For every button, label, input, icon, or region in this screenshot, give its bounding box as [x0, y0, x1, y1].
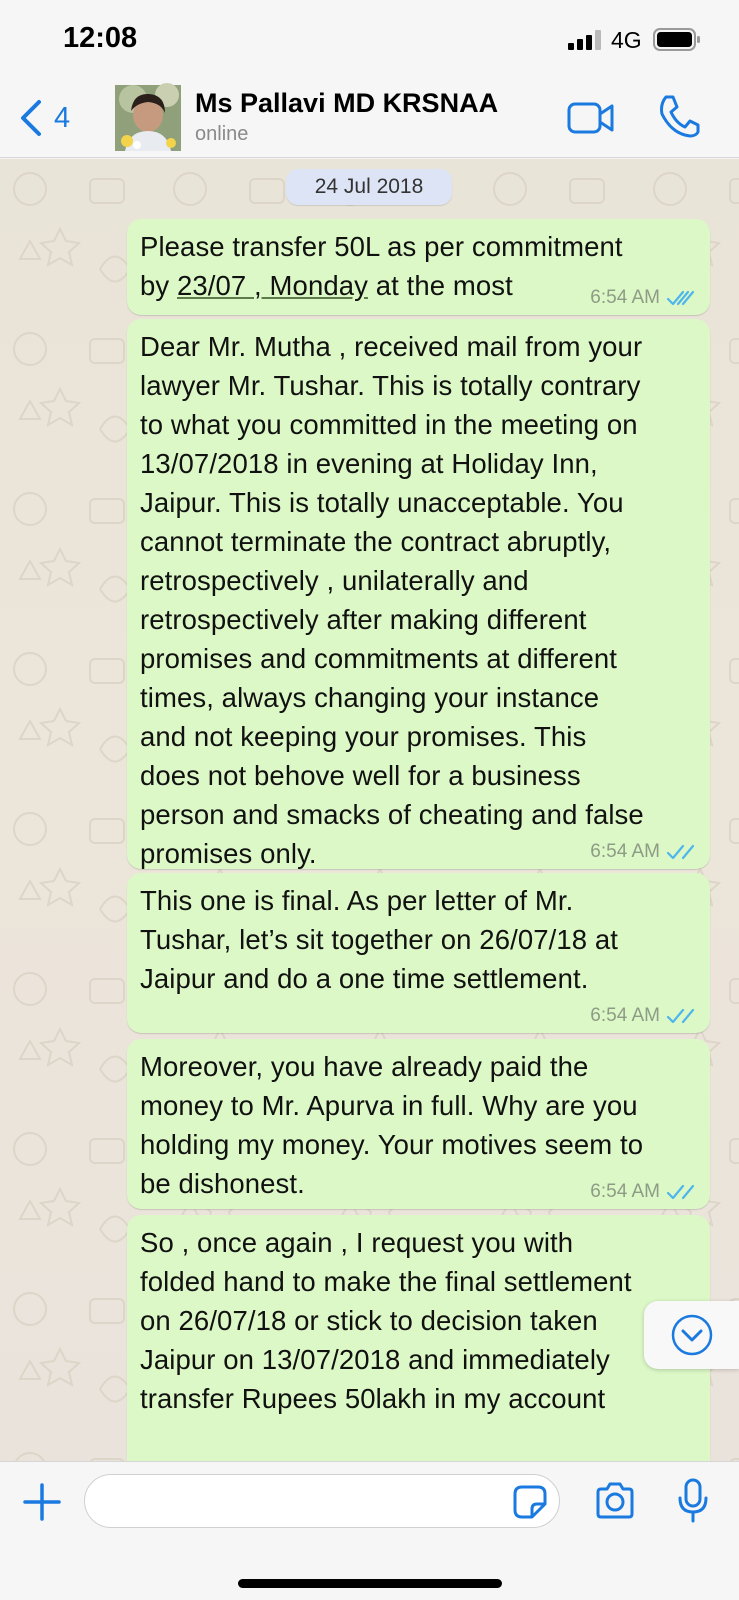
message-time: 6:54 AM: [590, 1005, 660, 1026]
home-indicator: [238, 1579, 502, 1588]
message-meta: [590, 841, 696, 863]
chat-header: [0, 78, 739, 158]
message-meta: [590, 1181, 696, 1203]
plus-icon: [22, 1482, 62, 1522]
scroll-to-bottom-button[interactable]: [644, 1301, 739, 1369]
message-text: This one is final. As per letter of Mr. Tushar, let’s sit together on 26/07/18 at Jaipur and do a one time settlement.: [140, 885, 619, 994]
voice-call-button[interactable]: [658, 94, 700, 138]
message-text: Moreover, you have already paid the money to Mr. Apurva in full. Why are you holding my money. Your motives seem to be dishonest.: [140, 1051, 644, 1199]
microphone-icon: [677, 1478, 709, 1524]
chevron-down-icon: [671, 1314, 713, 1356]
back-button[interactable]: [20, 96, 90, 140]
message-bubble[interactable]: [127, 1215, 710, 1485]
avatar[interactable]: [115, 85, 181, 151]
message-bubble[interactable]: [127, 219, 710, 315]
message-meta: [590, 1005, 696, 1027]
microphone-button[interactable]: [677, 1478, 709, 1524]
date-link[interactable]: 23/07 , Monday: [177, 270, 368, 301]
message-bubble[interactable]: [127, 1039, 710, 1209]
message-input[interactable]: [84, 1474, 560, 1528]
camera-icon: [594, 1482, 636, 1520]
network-label: 4G: [611, 27, 642, 53]
double-check-icon: [666, 1007, 696, 1025]
signal-icon: [568, 30, 602, 50]
contact-status: online: [195, 123, 249, 145]
sticker-button[interactable]: [512, 1484, 548, 1520]
double-check-icon: [666, 843, 696, 861]
message-text-part: at the most: [367, 270, 513, 301]
battery-icon: [653, 28, 701, 51]
double-check-icon: [666, 1183, 696, 1201]
video-call-button[interactable]: [567, 98, 615, 138]
double-check-icon: [666, 289, 696, 307]
chat-area[interactable]: [0, 159, 739, 1461]
contact-name[interactable]: Ms Pallavi MD KRSNAA: [195, 88, 499, 118]
unread-count: 4: [54, 101, 71, 134]
date-badge: 24 Jul 2018: [286, 169, 452, 205]
video-camera-icon: [567, 98, 615, 138]
message-text: So , once again , I request you with folded hand to make the final settlement on 26/07/18 or stick to decision taken Jaipur on 13/07/2018 and immediately transfer Rupees 50lakh in my account: [140, 1227, 632, 1414]
message-time: 6:54 AM: [590, 1181, 660, 1202]
camera-button[interactable]: [594, 1482, 636, 1520]
message-bubble[interactable]: [127, 873, 710, 1033]
message-meta: [590, 287, 696, 309]
attach-button[interactable]: [22, 1482, 62, 1522]
message-text-part: Please transfer 50L as per commitment by: [140, 231, 623, 301]
phone-icon: [658, 94, 700, 138]
message-text: Dear Mr. Mutha , received mail from your lawyer Mr. Tushar. This is totally contrary to what you committed in the meeting on 13/07/2018 in evening at Holiday Inn, Jaipur. This is totally unacceptable. You cannot terminate the contract abruptly, retrospectively , unilaterally and retrospectively after making different promises and commitments at different times, always changing your instance and not keeping your promises. This does not behove well for a business person and smacks of cheating and false promises only.: [140, 331, 644, 869]
message-bubble[interactable]: [127, 319, 710, 869]
sticker-icon: [512, 1484, 548, 1520]
avatar-image: [115, 85, 181, 151]
status-time: 12:08: [63, 22, 138, 54]
message-time: 6:54 AM: [590, 287, 660, 308]
message-time: 6:54 AM: [590, 841, 660, 862]
status-bar: [0, 0, 739, 78]
chevron-left-icon: [20, 100, 42, 136]
